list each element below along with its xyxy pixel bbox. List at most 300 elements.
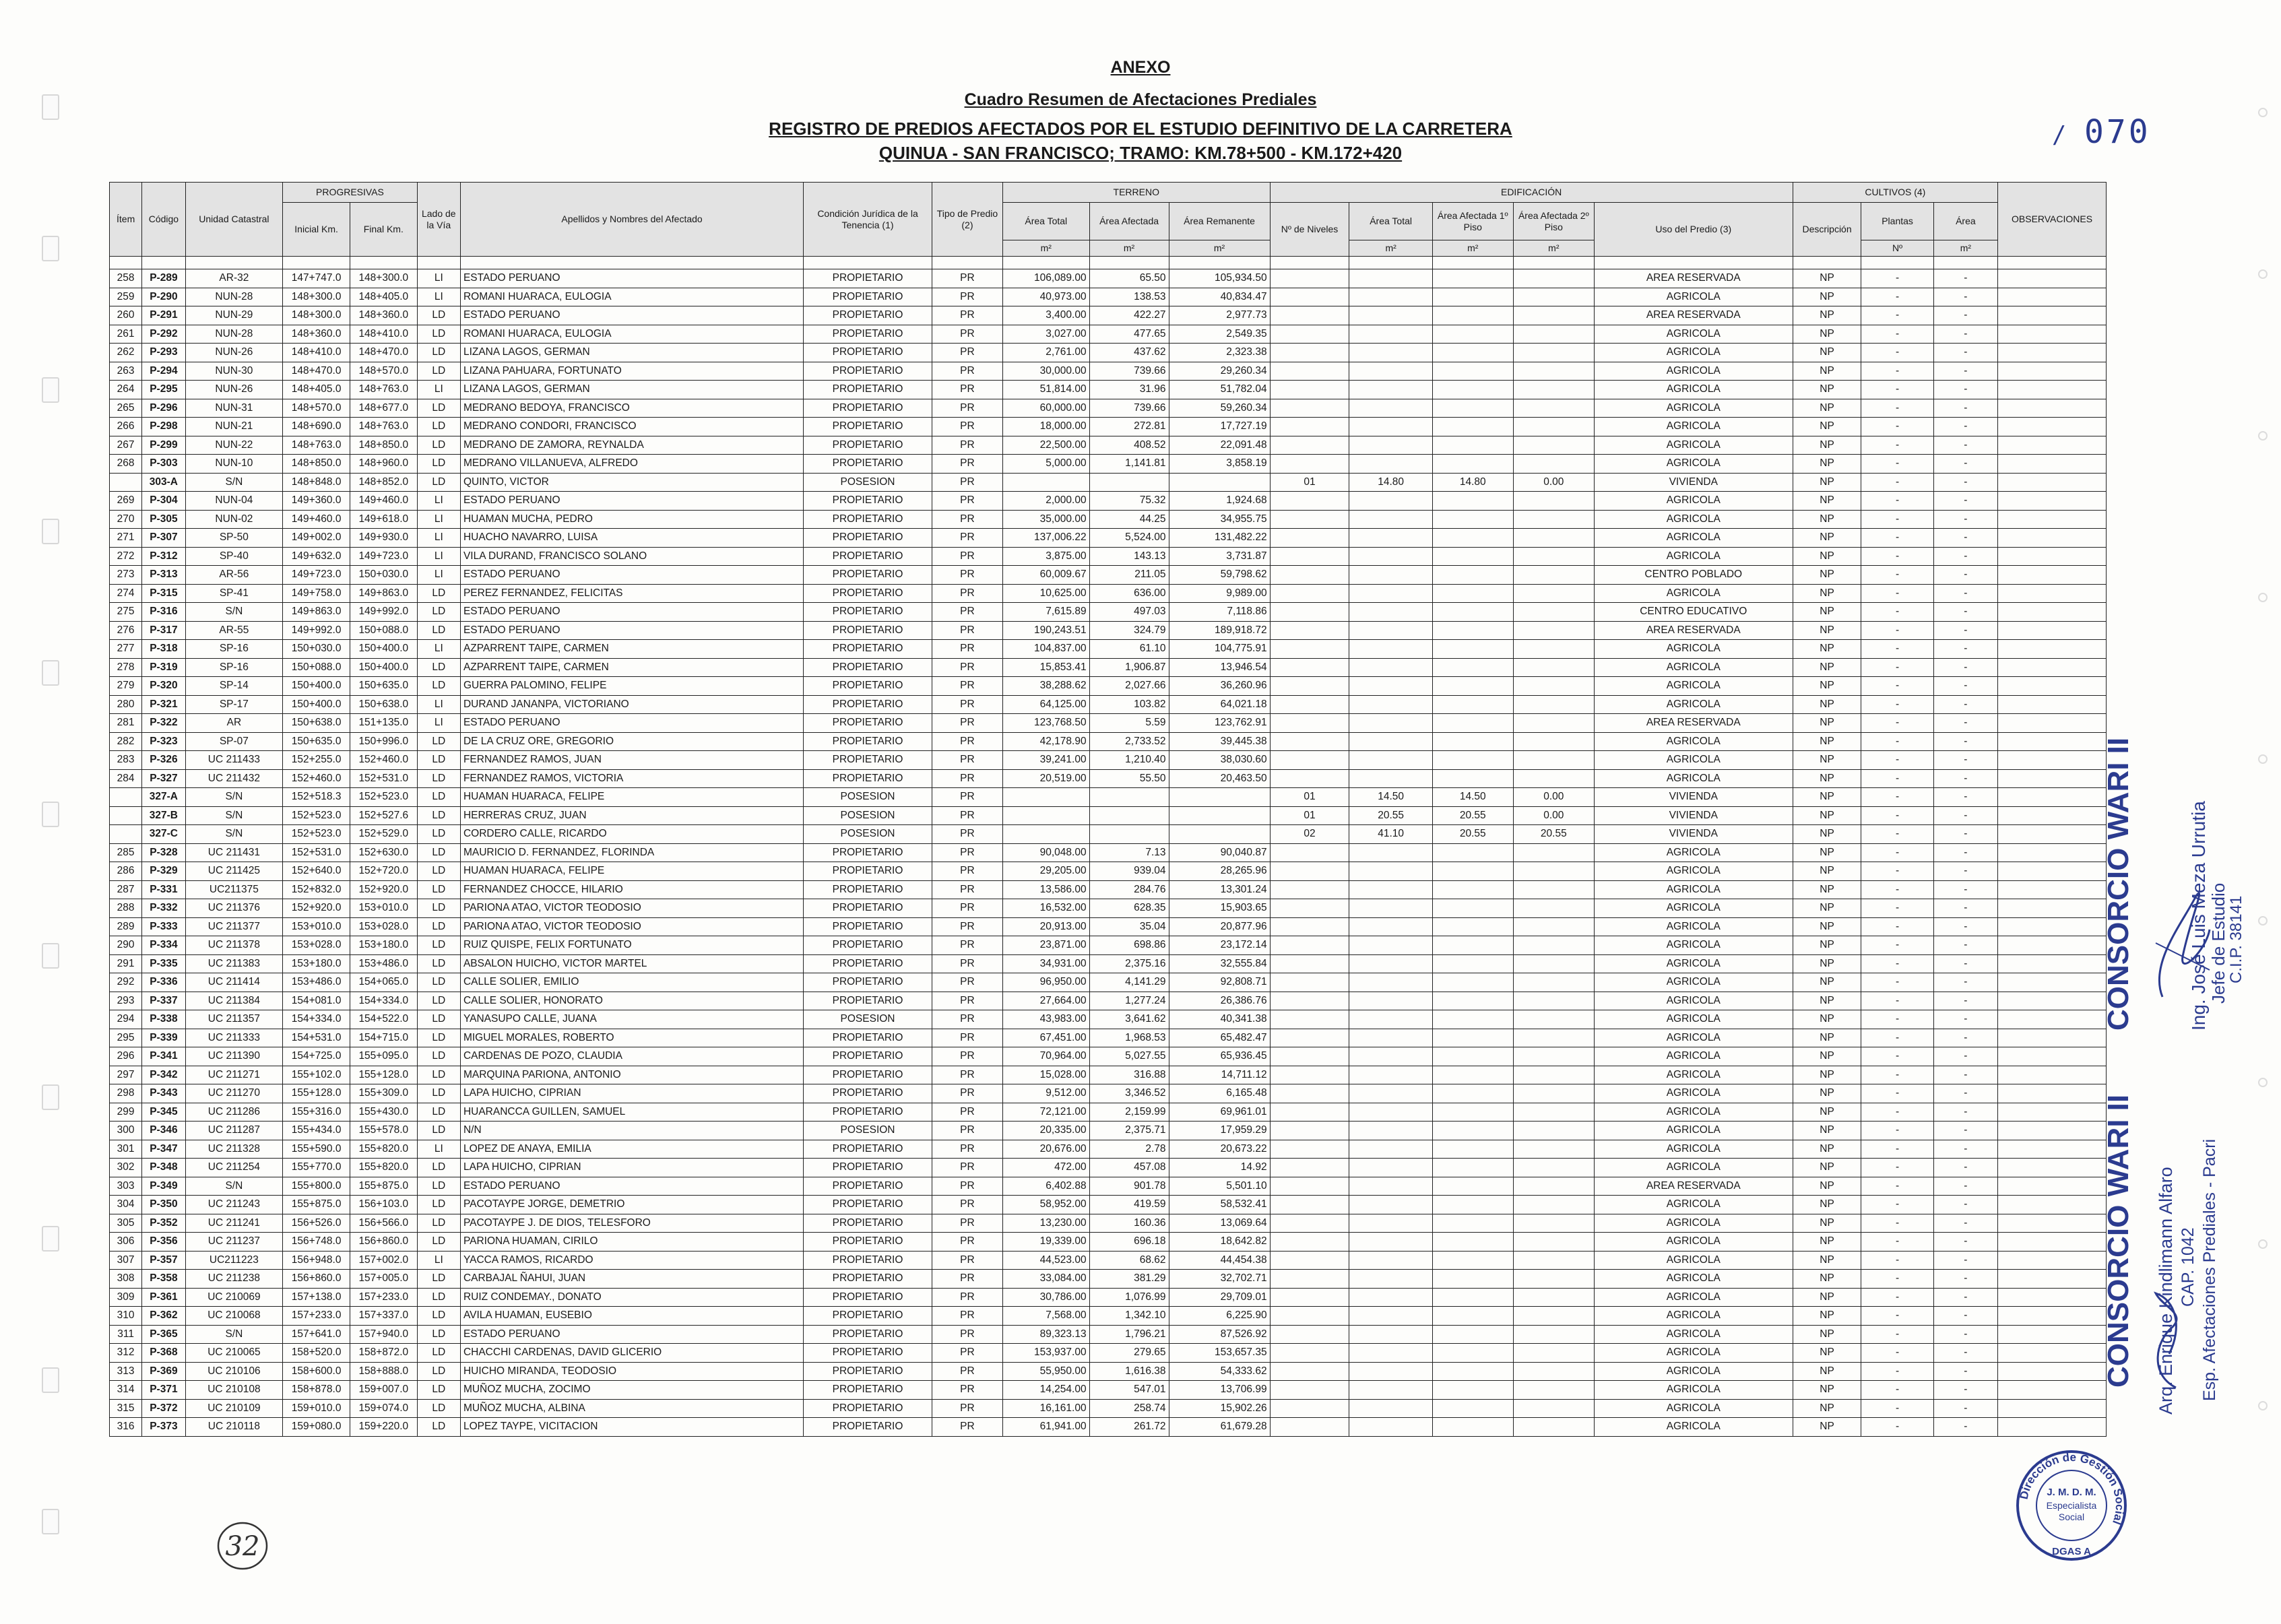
cell-area-afectada xyxy=(1089,806,1169,825)
cell-observaciones xyxy=(1998,306,2107,325)
cell-uso: AGRICOLA xyxy=(1594,1288,1793,1307)
cell-inicial: 149+992.0 xyxy=(283,621,350,640)
cell-lado: LI xyxy=(417,1251,460,1270)
cell-condicion: PROPIETARIO xyxy=(804,973,932,992)
cell-inicial: 158+520.0 xyxy=(283,1344,350,1363)
cell-lado: LD xyxy=(417,1066,460,1084)
cell-uso: AGRICOLA xyxy=(1594,658,1793,677)
cell-item: 297 xyxy=(110,1066,142,1084)
cell-observaciones xyxy=(1998,714,2107,733)
cell-niveles xyxy=(1270,1214,1349,1233)
cell-inicial: 152+531.0 xyxy=(283,843,350,862)
cell-ed-area-total xyxy=(1349,1399,1432,1418)
cell-final: 148+360.0 xyxy=(350,306,417,325)
cell-area-total: 472.00 xyxy=(1002,1159,1089,1177)
cell-descripcion: NP xyxy=(1793,695,1861,714)
cell-plantas: - xyxy=(1861,603,1933,622)
cell-nombre: MIGUEL MORALES, ROBERTO xyxy=(460,1029,803,1047)
cell-item: 288 xyxy=(110,899,142,918)
cell-descripcion: NP xyxy=(1793,843,1861,862)
cell-final: 152+529.0 xyxy=(350,825,417,844)
cell-observaciones xyxy=(1998,992,2107,1010)
cell-final: 148+677.0 xyxy=(350,399,417,418)
cell-codigo: P-305 xyxy=(142,510,185,529)
cell-area-afectada: 65.50 xyxy=(1089,269,1169,288)
cell-descripcion: NP xyxy=(1793,1362,1861,1381)
cell-descripcion: NP xyxy=(1793,473,1861,492)
cell-afectada-2 xyxy=(1513,1103,1594,1122)
cell-item: 312 xyxy=(110,1344,142,1363)
cell-cult-area: - xyxy=(1933,1029,1997,1047)
cell-lado: LI xyxy=(417,640,460,659)
cell-afectada-1 xyxy=(1432,862,1513,881)
cell-item: 292 xyxy=(110,973,142,992)
cell-tipo: PR xyxy=(932,825,1002,844)
cell-ed-area-total xyxy=(1349,1418,1432,1437)
cell-descripcion: NP xyxy=(1793,1214,1861,1233)
cell-area-remanente: 153,657.35 xyxy=(1169,1344,1270,1363)
cell-afectada-2 xyxy=(1513,640,1594,659)
cell-cult-area: - xyxy=(1933,1159,1997,1177)
cell-area-remanente: 189,918.72 xyxy=(1169,621,1270,640)
cell-item: 305 xyxy=(110,1214,142,1233)
cell-nombre: MUÑOZ MUCHA, ZOCIMO xyxy=(460,1381,803,1400)
cell-item: 310 xyxy=(110,1307,142,1326)
cell-lado: LD xyxy=(417,1084,460,1103)
cell-codigo: P-345 xyxy=(142,1103,185,1122)
cell-observaciones xyxy=(1998,1140,2107,1159)
cell-inicial: 148+848.0 xyxy=(283,473,350,492)
cell-area-total: 19,339.00 xyxy=(1002,1233,1089,1252)
cell-area-afectada: 547.01 xyxy=(1089,1381,1169,1400)
cell-final: 154+715.0 xyxy=(350,1029,417,1047)
cell-niveles xyxy=(1270,306,1349,325)
cell-afectada-2 xyxy=(1513,1122,1594,1140)
cell-cult-area: - xyxy=(1933,399,1997,418)
cell-inicial: 148+405.0 xyxy=(283,381,350,399)
cell-inicial: 155+102.0 xyxy=(283,1066,350,1084)
cell-niveles xyxy=(1270,547,1349,566)
cell-cult-area: - xyxy=(1933,788,1997,807)
cell-area-remanente: 13,946.54 xyxy=(1169,658,1270,677)
cell-codigo: P-298 xyxy=(142,418,185,436)
cell-area-afectada: 5.59 xyxy=(1089,714,1169,733)
cell-inicial: 156+526.0 xyxy=(283,1214,350,1233)
cell-unidad-catastral: SP-17 xyxy=(185,695,283,714)
cell-area-total: 33,084.00 xyxy=(1002,1270,1089,1289)
cell-afectada-2 xyxy=(1513,603,1594,622)
cell-lado: LD xyxy=(417,992,460,1010)
unit-m2: m² xyxy=(1432,240,1513,257)
cell-afectada-1 xyxy=(1432,547,1513,566)
cell-tipo: PR xyxy=(932,1140,1002,1159)
cell-uso: AGRICOLA xyxy=(1594,325,1793,344)
cell-nombre: CORDERO CALLE, RICARDO xyxy=(460,825,803,844)
cell-cult-area: - xyxy=(1933,751,1997,770)
cell-area-afectada: 939.04 xyxy=(1089,862,1169,881)
table-row xyxy=(110,1288,2107,1307)
cell-descripcion: NP xyxy=(1793,1196,1861,1214)
cell-tipo: PR xyxy=(932,584,1002,603)
cell-afectada-2 xyxy=(1513,344,1594,362)
cell-condicion: PROPIETARIO xyxy=(804,566,932,585)
cell-item: 266 xyxy=(110,418,142,436)
cell-condicion: PROPIETARIO xyxy=(804,510,932,529)
cell-nombre: HUICHO MIRANDA, TEODOSIO xyxy=(460,1362,803,1381)
cell-tipo: PR xyxy=(932,1177,1002,1196)
cell-ed-area-total xyxy=(1349,695,1432,714)
table-row xyxy=(110,936,2107,955)
cell-area-total: 18,000.00 xyxy=(1002,418,1089,436)
cell-cult-area: - xyxy=(1933,510,1997,529)
cell-uso: VIVIENDA xyxy=(1594,806,1793,825)
cell-niveles xyxy=(1270,381,1349,399)
cell-observaciones xyxy=(1998,1418,2107,1437)
cell-codigo: P-329 xyxy=(142,862,185,881)
cell-niveles xyxy=(1270,1084,1349,1103)
cell-niveles xyxy=(1270,862,1349,881)
cell-niveles xyxy=(1270,1233,1349,1252)
cell-observaciones xyxy=(1998,1270,2107,1289)
cell-uso: AGRICOLA xyxy=(1594,362,1793,381)
cell-niveles xyxy=(1270,1047,1349,1066)
cell-uso: AGRICOLA xyxy=(1594,1214,1793,1233)
cell-observaciones xyxy=(1998,344,2107,362)
cell-afectada-1 xyxy=(1432,1344,1513,1363)
cell-final: 148+300.0 xyxy=(350,269,417,288)
page-number-text: 32 xyxy=(225,1531,260,1562)
cell-nombre: CALLE SOLIER, HONORATO xyxy=(460,992,803,1010)
cell-cult-area: - xyxy=(1933,1307,1997,1326)
cell-ed-area-total xyxy=(1349,269,1432,288)
cell-afectada-1 xyxy=(1432,1214,1513,1233)
cell-observaciones xyxy=(1998,640,2107,659)
cell-observaciones xyxy=(1998,621,2107,640)
cell-plantas: - xyxy=(1861,899,1933,918)
cell-final: 148+570.0 xyxy=(350,362,417,381)
cell-area-afectada: 103.82 xyxy=(1089,695,1169,714)
cell-plantas: - xyxy=(1861,1066,1933,1084)
cell-afectada-1 xyxy=(1432,362,1513,381)
cell-area-afectada: 696.18 xyxy=(1089,1233,1169,1252)
cell-tipo: PR xyxy=(932,288,1002,306)
cell-uso: AREA RESERVADA xyxy=(1594,306,1793,325)
engineer-role: Jefe de Estudio xyxy=(2208,882,2228,1004)
cell-area-remanente: 14.92 xyxy=(1169,1159,1270,1177)
cell-descripcion: NP xyxy=(1793,1399,1861,1418)
cell-ed-area-total xyxy=(1349,455,1432,474)
cell-unidad-catastral: UC 211238 xyxy=(185,1270,283,1289)
cell-cult-area: - xyxy=(1933,1103,1997,1122)
cell-ed-area-total xyxy=(1349,1362,1432,1381)
cell-area-afectada: 2,733.52 xyxy=(1089,732,1169,751)
cell-descripcion: NP xyxy=(1793,1418,1861,1437)
cell-condicion: PROPIETARIO xyxy=(804,732,932,751)
cell-niveles xyxy=(1270,1418,1349,1437)
cell-observaciones xyxy=(1998,455,2107,474)
cell-codigo: P-294 xyxy=(142,362,185,381)
cell-afectada-1 xyxy=(1432,751,1513,770)
cell-nombre: ESTADO PERUANO xyxy=(460,1325,803,1344)
cell-plantas: - xyxy=(1861,714,1933,733)
cell-unidad-catastral: AR-32 xyxy=(185,269,283,288)
cell-nombre: MEDRANO DE ZAMORA, REYNALDA xyxy=(460,436,803,455)
cell-afectada-2 xyxy=(1513,1010,1594,1029)
col-codigo: Código xyxy=(142,183,185,257)
cell-final: 150+996.0 xyxy=(350,732,417,751)
unit-m2: m² xyxy=(1349,240,1432,257)
cell-area-total: 20,676.00 xyxy=(1002,1140,1089,1159)
cell-inicial: 157+641.0 xyxy=(283,1325,350,1344)
cell-condicion: PROPIETARIO xyxy=(804,436,932,455)
unit-m2: m² xyxy=(1089,240,1169,257)
table-row xyxy=(110,492,2107,511)
cell-plantas: - xyxy=(1861,751,1933,770)
cell-area-afectada: 261.72 xyxy=(1089,1418,1169,1437)
cell-ed-area-total: 41.10 xyxy=(1349,825,1432,844)
table-row xyxy=(110,510,2107,529)
cell-item: 260 xyxy=(110,306,142,325)
cell-afectada-2 xyxy=(1513,1270,1594,1289)
seal-ring-text: Dirección de Gestión Social xyxy=(2017,1450,2127,1527)
cell-area-afectada: 901.78 xyxy=(1089,1177,1169,1196)
cell-nombre: ESTADO PERUANO xyxy=(460,269,803,288)
cell-afectada-1 xyxy=(1432,732,1513,751)
cell-uso: AGRICOLA xyxy=(1594,640,1793,659)
cell-cult-area: - xyxy=(1933,1214,1997,1233)
cell-area-total: 40,973.00 xyxy=(1002,288,1089,306)
cell-condicion: PROPIETARIO xyxy=(804,381,932,399)
cell-codigo: P-372 xyxy=(142,1399,185,1418)
cell-observaciones xyxy=(1998,1122,2107,1140)
cell-cult-area: - xyxy=(1933,306,1997,325)
cell-final: 148+960.0 xyxy=(350,455,417,474)
cell-observaciones xyxy=(1998,1196,2107,1214)
cell-lado: LI xyxy=(417,714,460,733)
cell-lado: LD xyxy=(417,603,460,622)
cell-unidad-catastral: UC 211286 xyxy=(185,1103,283,1122)
cell-descripcion: NP xyxy=(1793,1344,1861,1363)
cell-area-afectada: 279.65 xyxy=(1089,1344,1169,1363)
cell-ed-area-total xyxy=(1349,917,1432,936)
cell-area-total: 3,027.00 xyxy=(1002,325,1089,344)
cell-afectada-1 xyxy=(1432,381,1513,399)
cell-descripcion: NP xyxy=(1793,954,1861,973)
cell-lado: LD xyxy=(417,769,460,788)
table-row xyxy=(110,306,2107,325)
cell-ed-area-total xyxy=(1349,1307,1432,1326)
cell-ed-area-total: 20.55 xyxy=(1349,806,1432,825)
cell-tipo: PR xyxy=(932,1047,1002,1066)
cell-nombre: FERNANDEZ CHOCCE, HILARIO xyxy=(460,880,803,899)
cell-cult-area: - xyxy=(1933,1344,1997,1363)
consorcio-stamp-upper: CONSORCIO WARI II xyxy=(2102,737,2135,1031)
table-row xyxy=(110,288,2107,306)
cell-plantas: - xyxy=(1861,695,1933,714)
cell-afectada-2 xyxy=(1513,1381,1594,1400)
cell-afectada-2 xyxy=(1513,510,1594,529)
cell-area-afectada: 1,968.53 xyxy=(1089,1029,1169,1047)
cell-afectada-2 xyxy=(1513,1399,1594,1418)
cell-cult-area: - xyxy=(1933,917,1997,936)
engineer-name: Ing. José Luis Meza Urrutia xyxy=(2188,801,2209,1031)
cell-unidad-catastral: SP-50 xyxy=(185,529,283,548)
cell-area-total: 60,000.00 xyxy=(1002,399,1089,418)
cell-condicion: PROPIETARIO xyxy=(804,1288,932,1307)
cell-afectada-2 xyxy=(1513,973,1594,992)
cell-descripcion: NP xyxy=(1793,566,1861,585)
cell-codigo: P-346 xyxy=(142,1122,185,1140)
cell-plantas: - xyxy=(1861,1307,1933,1326)
cell-inicial: 152+460.0 xyxy=(283,769,350,788)
cell-cult-area: - xyxy=(1933,362,1997,381)
cell-lado: LD xyxy=(417,880,460,899)
cell-plantas: - xyxy=(1861,1381,1933,1400)
cell-uso: AGRICOLA xyxy=(1594,843,1793,862)
cell-lado: LD xyxy=(417,825,460,844)
cell-descripcion: NP xyxy=(1793,992,1861,1010)
cell-ed-area-total xyxy=(1349,603,1432,622)
cell-unidad-catastral: SP-41 xyxy=(185,584,283,603)
cell-codigo: P-352 xyxy=(142,1214,185,1233)
table-row xyxy=(110,1381,2107,1400)
cell-inicial: 148+850.0 xyxy=(283,455,350,474)
cell-area-total: 20,519.00 xyxy=(1002,769,1089,788)
cell-lado: LD xyxy=(417,306,460,325)
cell-plantas: - xyxy=(1861,825,1933,844)
cell-condicion: PROPIETARIO xyxy=(804,1103,932,1122)
cell-condicion: PROPIETARIO xyxy=(804,1177,932,1196)
cell-final: 158+872.0 xyxy=(350,1344,417,1363)
cell-niveles xyxy=(1270,1362,1349,1381)
cell-inicial: 155+316.0 xyxy=(283,1103,350,1122)
cell-afectada-1 xyxy=(1432,269,1513,288)
cell-niveles xyxy=(1270,1399,1349,1418)
cell-uso: AGRICOLA xyxy=(1594,547,1793,566)
cell-descripcion: NP xyxy=(1793,529,1861,548)
cell-area-afectada: 2,375.16 xyxy=(1089,954,1169,973)
cell-uso: AGRICOLA xyxy=(1594,399,1793,418)
cell-niveles xyxy=(1270,1010,1349,1029)
cell-descripcion: NP xyxy=(1793,1047,1861,1066)
cell-area-afectada: 477.65 xyxy=(1089,325,1169,344)
cell-afectada-1 xyxy=(1432,954,1513,973)
cell-tipo: PR xyxy=(932,1325,1002,1344)
cell-area-total: 16,161.00 xyxy=(1002,1399,1089,1418)
cell-condicion: PROPIETARIO xyxy=(804,584,932,603)
cell-observaciones xyxy=(1998,1029,2107,1047)
cell-final: 155+820.0 xyxy=(350,1159,417,1177)
consorcio-stamp-lower: CONSORCIO WARI II xyxy=(2102,1094,2135,1388)
cell-niveles xyxy=(1270,1325,1349,1344)
cell-afectada-1 xyxy=(1432,1251,1513,1270)
cell-item: 302 xyxy=(110,1159,142,1177)
cell-area-afectada: 5,524.00 xyxy=(1089,529,1169,548)
cell-observaciones xyxy=(1998,1177,2107,1196)
cell-area-total: 38,288.62 xyxy=(1002,677,1089,696)
cell-area-remanente: 15,903.65 xyxy=(1169,899,1270,918)
table-row xyxy=(110,1233,2107,1252)
cell-afectada-1 xyxy=(1432,1288,1513,1307)
cell-codigo: P-337 xyxy=(142,992,185,1010)
cell-uso: AGRICOLA xyxy=(1594,1084,1793,1103)
cell-inicial: 148+360.0 xyxy=(283,325,350,344)
cell-plantas: - xyxy=(1861,510,1933,529)
cell-niveles xyxy=(1270,917,1349,936)
cell-inicial: 148+763.0 xyxy=(283,436,350,455)
cell-descripcion: NP xyxy=(1793,1325,1861,1344)
cell-descripcion: NP xyxy=(1793,1103,1861,1122)
cell-unidad-catastral: S/N xyxy=(185,473,283,492)
cell-area-afectada: 272.81 xyxy=(1089,418,1169,436)
cell-area-total: 29,205.00 xyxy=(1002,862,1089,881)
cell-unidad-catastral: UC 211271 xyxy=(185,1066,283,1084)
cell-uso: AGRICOLA xyxy=(1594,695,1793,714)
col-area-remanente: Área Remanente xyxy=(1169,203,1270,240)
cell-area-afectada: 75.32 xyxy=(1089,492,1169,511)
cell-tipo: PR xyxy=(932,399,1002,418)
cell-area-total xyxy=(1002,788,1089,807)
cell-unidad-catastral: UC 211243 xyxy=(185,1196,283,1214)
cell-unidad-catastral: SP-14 xyxy=(185,677,283,696)
cell-uso: AGRICOLA xyxy=(1594,1066,1793,1084)
cell-inicial: 150+635.0 xyxy=(283,732,350,751)
table-row xyxy=(110,621,2107,640)
folio-tick-icon: / xyxy=(2055,121,2063,151)
cell-plantas: - xyxy=(1861,917,1933,936)
cell-codigo: P-326 xyxy=(142,751,185,770)
col-progresivas: PROGRESIVAS xyxy=(283,183,417,203)
cell-nombre: ESTADO PERUANO xyxy=(460,492,803,511)
cell-codigo: P-319 xyxy=(142,658,185,677)
cell-inicial: 158+878.0 xyxy=(283,1381,350,1400)
cell-plantas: - xyxy=(1861,640,1933,659)
cell-observaciones xyxy=(1998,362,2107,381)
cell-codigo: P-361 xyxy=(142,1288,185,1307)
unit-m2: m² xyxy=(1513,240,1594,257)
cell-unidad-catastral: UC 210108 xyxy=(185,1381,283,1400)
cell-item: 287 xyxy=(110,880,142,899)
cell-tipo: PR xyxy=(932,1122,1002,1140)
cell-cult-area: - xyxy=(1933,381,1997,399)
cell-lado: LD xyxy=(417,1233,460,1252)
cell-area-afectada: 316.88 xyxy=(1089,1066,1169,1084)
cell-area-total: 190,243.51 xyxy=(1002,621,1089,640)
cell-observaciones xyxy=(1998,973,2107,992)
cell-unidad-catastral: UC 211333 xyxy=(185,1029,283,1047)
cell-codigo: 327-A xyxy=(142,788,185,807)
cell-inicial: 152+523.0 xyxy=(283,806,350,825)
cell-plantas: - xyxy=(1861,1251,1933,1270)
cell-tipo: PR xyxy=(932,1362,1002,1381)
cell-area-afectada: 4,141.29 xyxy=(1089,973,1169,992)
cell-niveles xyxy=(1270,936,1349,955)
cell-area-remanente: 6,225.90 xyxy=(1169,1307,1270,1326)
cell-final: 153+010.0 xyxy=(350,899,417,918)
cell-inicial: 147+747.0 xyxy=(283,269,350,288)
cell-descripcion: NP xyxy=(1793,418,1861,436)
cell-area-afectada: 2,159.99 xyxy=(1089,1103,1169,1122)
cell-cult-area: - xyxy=(1933,954,1997,973)
cell-plantas: - xyxy=(1861,418,1933,436)
cell-observaciones xyxy=(1998,529,2107,548)
cell-final: 149+618.0 xyxy=(350,510,417,529)
cell-observaciones xyxy=(1998,1066,2107,1084)
cell-descripcion: NP xyxy=(1793,325,1861,344)
cell-plantas: - xyxy=(1861,1399,1933,1418)
cell-cult-area: - xyxy=(1933,1140,1997,1159)
cell-area-total: 3,875.00 xyxy=(1002,547,1089,566)
